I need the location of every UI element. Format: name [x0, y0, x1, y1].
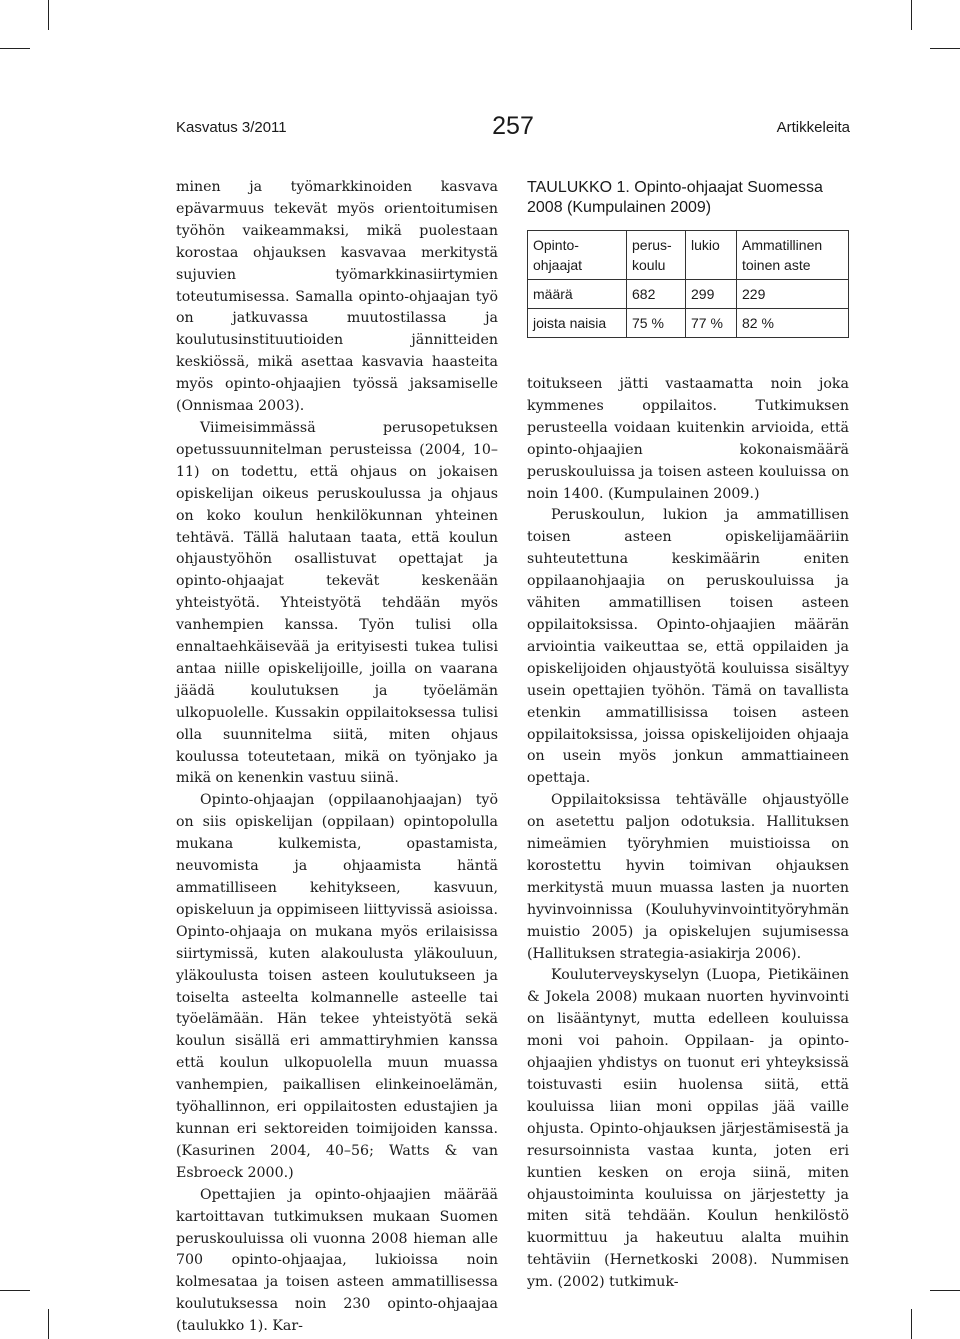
table-header-cell: perus-koulu [627, 231, 686, 280]
paragraph: Opettajien ja opinto-ohjaajien määrää kartoittavan tutkimuksen mukaan Suomen peruskouluissa oli vuonna 2008 hieman alle 700 opinto-ohjaajaa, lukioissa noin kolmesataa ja toisen asteen ammatillisessa koulutuksessa noin 230 opinto-ohjaajaa (taulukko 1). Kar- [176, 1186, 498, 1335]
paragraph: Kouluterveyskyselyn (Luopa, Pietikäinen & Jokela 2008) mukaan nuorten hyvinvointi on lisääntynyt, mutta edelleen kouluissa moni voi pahoin. Oppilaan- ja opinto-ohjaajien yhdistys on tuonut eri yhteyksissä toistuvasti esiin huolensa siitä, että kouluissa liian moni oppilas jää vaille ohjusta. Opinto-ohjauksen järjestämisestä ja resursoinnista vastaa kunta, joten eri kuntien kesken on eroja siinä, miten ohjaustoiminta kouluissa on järjestetty ja miten sitä tehdään. Koulun henkilöstö kuormittuu ja hakeutuu alalta muihin tehtäviin (Hernetkoski 2008). Nummisen ym. (2002) tutkimuk- [527, 967, 849, 1291]
table-cell: 77 % [686, 309, 737, 338]
running-header [176, 112, 850, 148]
crop-mark [911, 0, 912, 30]
paragraph: Peruskoulun, lukion ja ammatillisen toisen asteen opiskelijamääriin suhteutettuna keskimäärin eniten oppilaanohjaajia on peruskouluissa ja vähiten ammatillisen toisen asteen oppilaitoksissa. Opinto-ohjaajien määrän arviointia vaikeuttaa se, että oppilaiden ja opiskelijoiden ohjaustyötä kouluissa sisältyy usein opettajien työhön. Tämä on tavallista etenkin ammatillisissa toisen asteen oppilaitoksissa, joissa opiskelijoiden ohjaaja on usein myös jonkun ammattiaineen opettaja. [527, 507, 849, 787]
table-cell: 82 % [737, 309, 849, 338]
page-number: 257 [492, 112, 534, 140]
table-caption: TAULUKKO 1. Opinto-ohjaajat Suomessa 2008 (Kumpulainen 2009) [527, 179, 823, 216]
crop-mark [930, 48, 960, 49]
table-cell: 75 % [627, 309, 686, 338]
section-title: Artikkeleita [776, 119, 850, 136]
paragraph: Oppilaitoksissa tehtävälle ohjaustyölle on asetettu paljon odotuksia. Hallituksen nimeämien työryhmien muistioissa on korostettu hyvin toimivan ohjauksen merkitystä muun muassa lasten ja nuorten hyvinvoinnissa (Kouluhyvinvointityöryhmän muistio 2005) ja opiskelujen sujumisessa (Hallituksen strategia-asiakirja 2006). [527, 792, 849, 962]
right-text-column [527, 374, 849, 1294]
table-header-cell: Opinto-ohjaajat [528, 231, 627, 280]
journal-title: Kasvatus 3/2011 [176, 119, 287, 136]
crop-mark [0, 1290, 30, 1291]
crop-mark [48, 1309, 49, 1339]
crop-mark [0, 48, 30, 49]
crop-mark [930, 1290, 960, 1291]
paragraph: minen ja työmarkkinoiden kasvava epävarmuus tekevät myös orientoitumisen työhön vaikeammaksi, mikä puolestaan korostaa ohjauksen kasvavaa merkitystä sujuvien työmarkkinasiirtymien toteutumisessa. Samalla opinto-ohjaajan työ on jatkuvassa muutostilassa ja koulutusinstituutioiden jännitteiden keskiössä, mikä asettaa kasvavia haasteita myös opinto-ohjaajien työssä jaksamiselle (Onnismaa 2003). [176, 179, 498, 415]
paragraph: toitukseen jätti vastaamatta noin joka kymmenes oppilaitos. Tutkimuksen perusteella voidaan kuitenkin arvioida, että opinto-ohjaajien kokonaismäärä peruskouluissa ja toisen asteen kouluissa on noin 1400. (Kumpulainen 2009.) [527, 376, 849, 502]
left-text-column [176, 177, 498, 1338]
data-table [527, 230, 849, 338]
table-cell: määrä [528, 280, 627, 309]
table-row [528, 309, 849, 338]
crop-mark [911, 1309, 912, 1339]
table-cell: 299 [686, 280, 737, 309]
table-header-cell: lukio [686, 231, 737, 280]
paragraph: Opinto-ohjaajan (oppilaanohjaajan) työ on siis opiskelijan (oppilaan) opintopolulla mukana kulkemista, opastamista, neuvomista ja ohjaamista häntä ammatilliseen kehitykseen, kasvuun, opiskeluun ja oppimiseen liittyvissä asioissa. Opinto-ohjaaja on mukana myös erilaisissa siirtymissä, kuten alakoulusta yläkouluun, yläkoulusta toisen asteen koulutukseen ja toiselta asteelta kolmannelle asteelle tai työelämään. Hän tekee yhteistyötä sekä koulun sisällä eri ammattiryhmien kanssa että koulun ulkopuolella muun muassa vanhempien, paikallisen elinkeinoelämän, työhallinnon, eri oppilaitosten edustajien ja kunnan eri sektoreiden toimijoiden kanssa. (Kasurinen 2004, 40–56; Watts & van Esbroeck 2000.) [176, 792, 498, 1181]
table-cell: 229 [737, 280, 849, 309]
table-row [528, 280, 849, 309]
crop-mark [48, 0, 49, 30]
table-cell: joista naisia [528, 309, 627, 338]
table-1 [527, 178, 849, 338]
table-header-row [528, 231, 849, 280]
paragraph: Viimeisimmässä perusopetuksen opetussuunnitelman perusteissa (2004, 10–11) on todettu, että ohjaus on jokaisen opiskelijan oikeus peruskoulussa ja ohjaus on koko koulun henkilökunnan yhteinen tehtävä. Tällä halutaan taata, että koulun ohjaustyöhön osallistuvat opettajat ja opinto-ohjaajat tekevät keskenään yhteistyötä. Yhteistyötä tehdään myös vanhempien kanssa. Työn tulisi olla ennaltaehkäisevää ja erityisesti tukea tulisi antaa niille opiskelijoille, joilla on vaarana jäädä koulutuksen ja työelämän ulkopuolelle. Kussakin oppilaitoksessa tulisi olla suunnitelma siitä, miten ohjaus koulussa toteutetaan, mikä on työnjako ja mikä on kenenkin vastuu siinä. [176, 419, 498, 787]
table-cell: 682 [627, 280, 686, 309]
table-header-cell: Ammatillinen toinen aste [737, 231, 849, 280]
